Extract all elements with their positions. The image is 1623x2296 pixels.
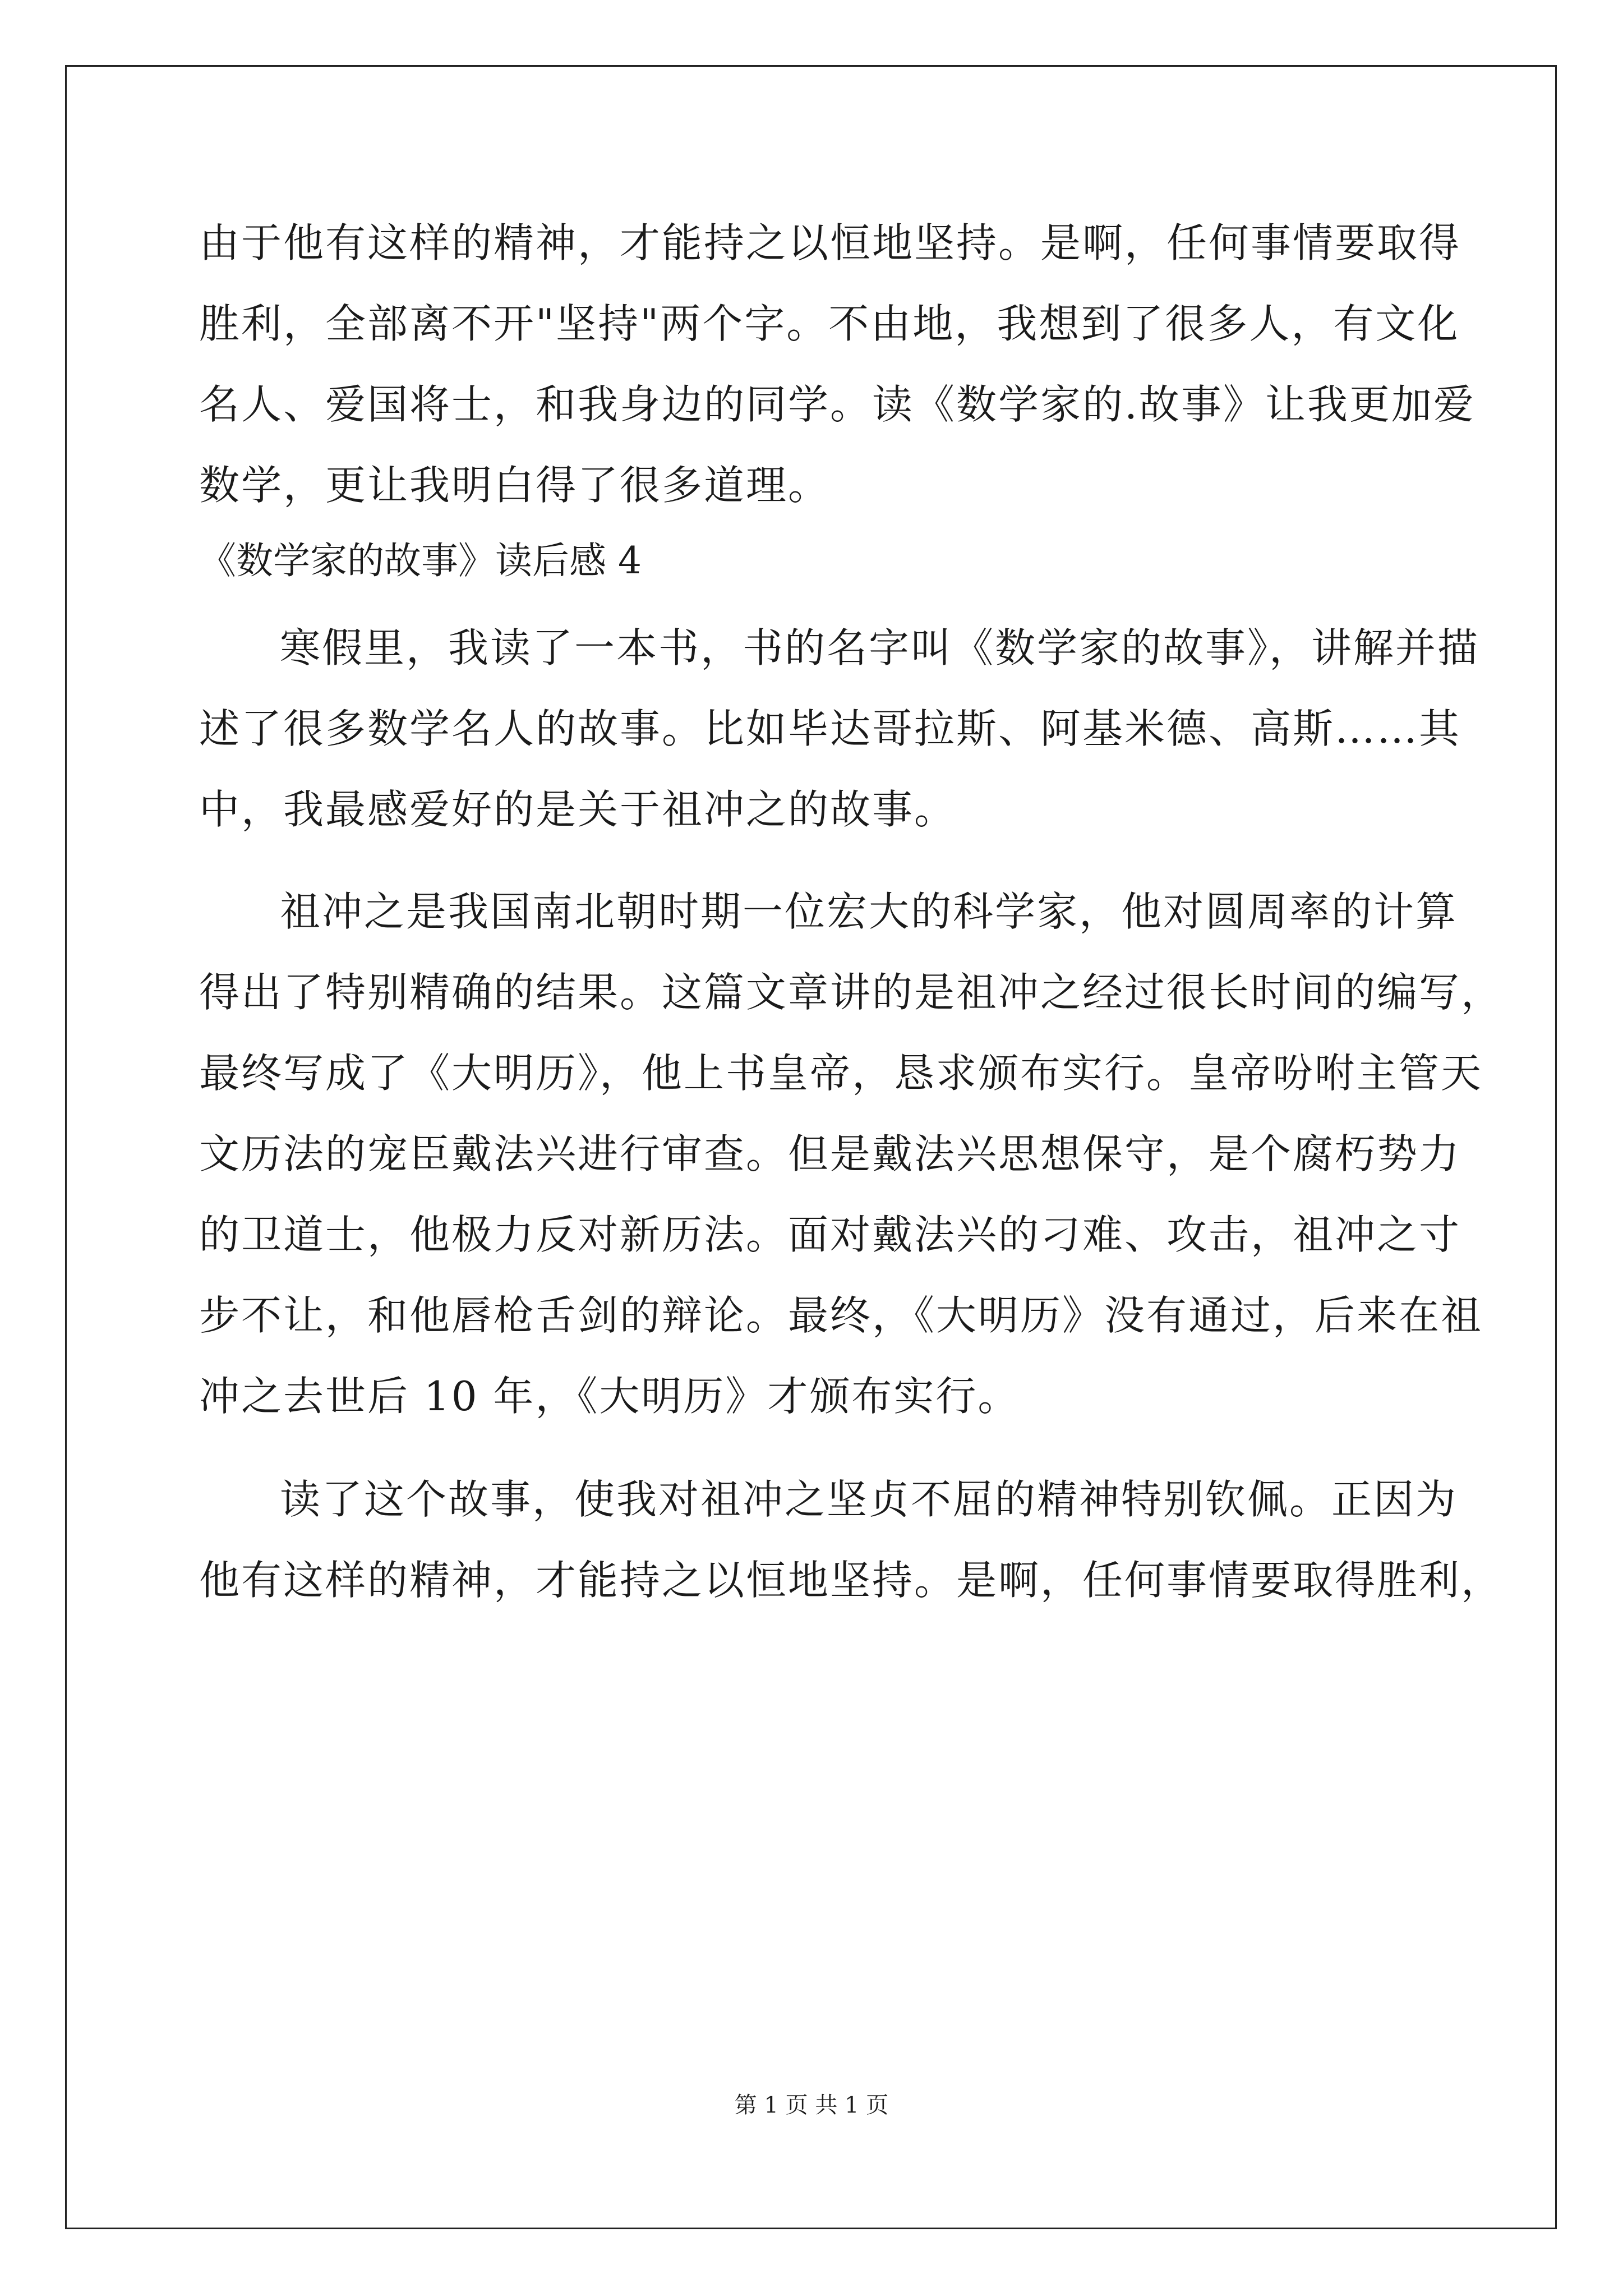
paragraph-line: 的卫道士，他极力反对新历法。面对戴法兴的刁难、攻击，祖冲之寸 <box>199 1211 1461 1258</box>
paragraph-line: 胜利，全部离不开"坚持"两个字。不由地，我想到了很多人，有文化 <box>199 300 1460 347</box>
paragraph-line: 中，我最感爱好的是关于祖冲之的故事。 <box>199 786 957 833</box>
paragraph-line: 文历法的宠臣戴法兴进行审查。但是戴法兴思想保守，是个腐朽势力 <box>199 1130 1461 1177</box>
paragraph-line: 由于他有这样的精神，才能持之以恒地坚持。是啊，任何事情要取得 <box>199 219 1461 266</box>
paragraph-line: 述了很多数学名人的故事。比如毕达哥拉斯、阿基米德、高斯……其 <box>199 705 1461 752</box>
paragraph-line: 寒假里，我读了一本书，书的名字叫《数学家的故事》，讲解并描 <box>280 624 1480 671</box>
paragraph-line: 冲之去世后 10 年，《大明历》才颁布实行。 <box>199 1373 1020 1420</box>
paragraph-line: 步不让，和他唇枪舌剑的辩论。最终，《大明历》没有通过，后来在祖 <box>199 1292 1483 1339</box>
paragraph-line: 数学，更让我明白得了很多道理。 <box>199 462 831 509</box>
paragraph-line: 名人、爱国将士，和我身边的同学。读《数学家的.故事》让我更加爱 <box>199 381 1476 428</box>
page-footer: 第 1 页 共 1 页 <box>734 2092 889 2118</box>
paragraph-line: 读了这个故事，使我对祖冲之坚贞不屈的精神特别钦佩。正因为 <box>280 1476 1458 1523</box>
section-heading: 《数学家的故事》读后感 4 <box>199 539 642 582</box>
paragraph-line: 得出了特别精确的结果。这篇文章讲的是祖冲之经过很长时间的编写， <box>199 969 1504 1016</box>
paragraph-line: 祖冲之是我国南北朝时期一位宏大的科学家，他对圆周率的计算 <box>280 888 1458 935</box>
paragraph-line: 他有这样的精神，才能持之以恒地坚持。是啊，任何事情要取得胜利， <box>199 1557 1504 1604</box>
paragraph-line: 最终写成了《大明历》，他上书皇帝，恳求颁布实行。皇帝吩咐主管天 <box>199 1050 1483 1097</box>
